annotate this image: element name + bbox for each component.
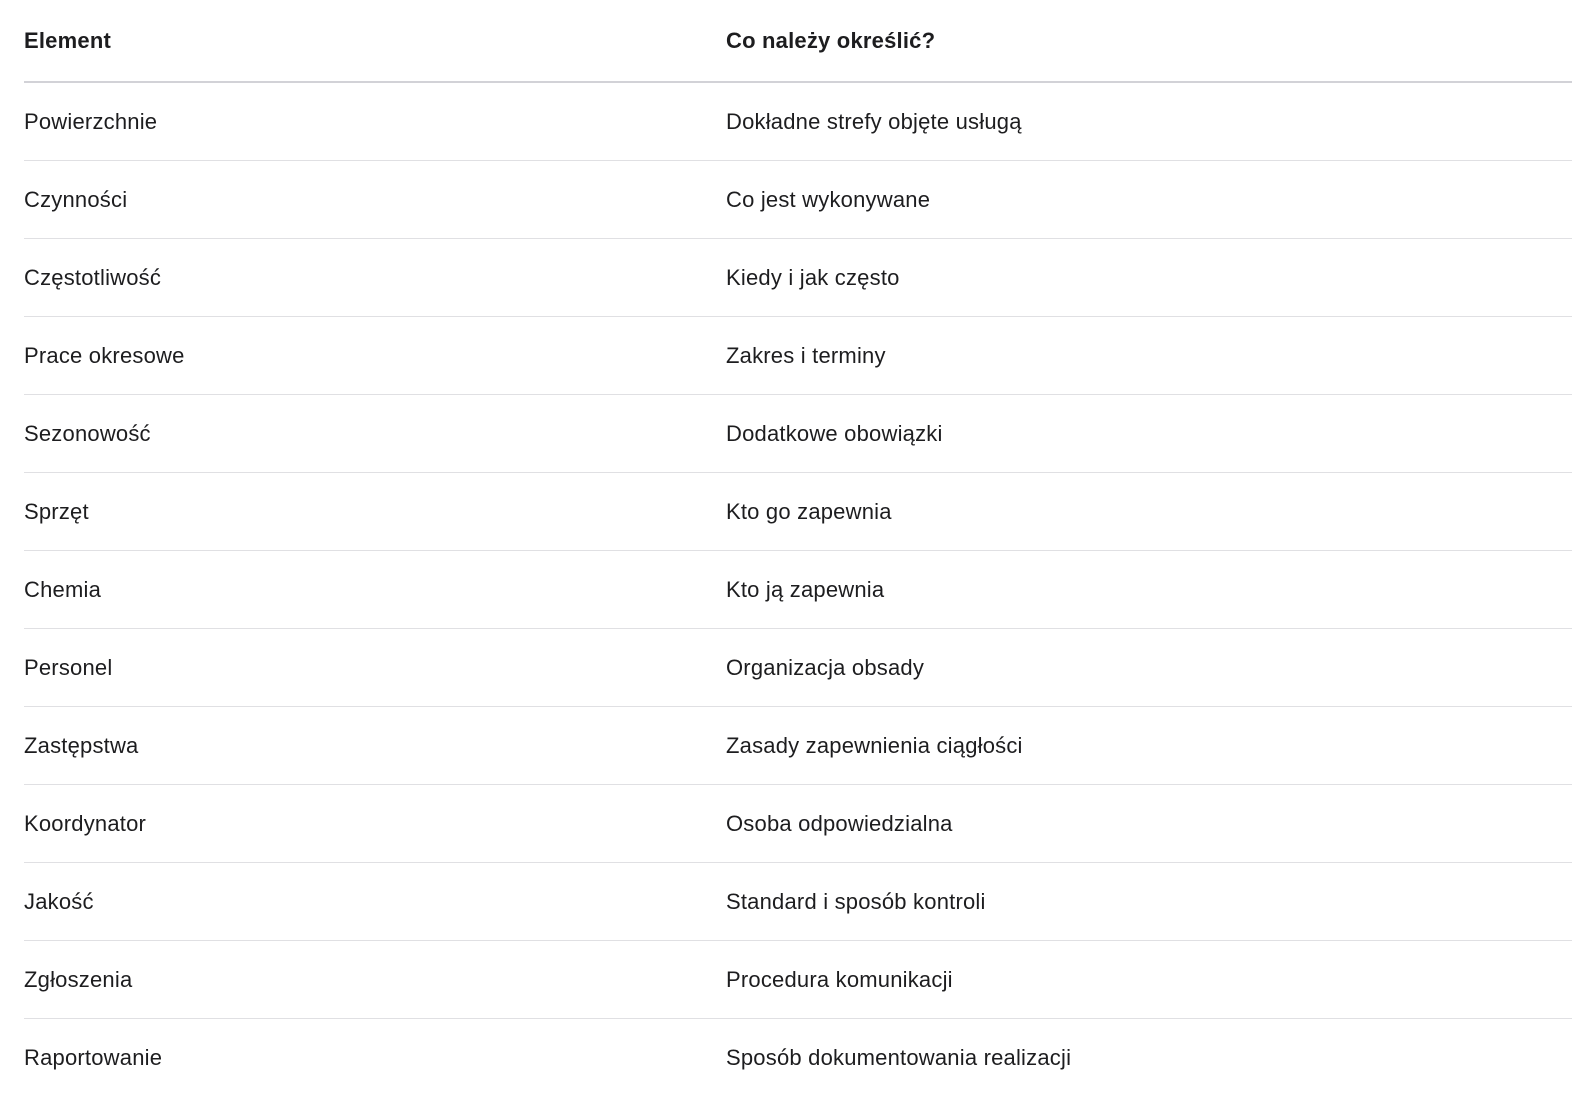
description-cell: Sposób dokumentowania realizacji — [726, 1044, 1072, 1070]
element-cell: Częstotliwość — [24, 239, 726, 317]
table-header — [24, 0, 1572, 82]
description-cell: Standard i sposób kontroli — [726, 863, 1572, 941]
element-cell: Raportowanie — [24, 1044, 163, 1070]
requirements-table-container — [24, 0, 1572, 1096]
description-cell: Zakres i terminy — [726, 317, 1572, 395]
table-row — [24, 395, 1572, 473]
description-cell: Dodatkowe obowiązki — [726, 395, 1572, 473]
element-cell: Koordynator — [24, 785, 726, 863]
element-cell: Jakość — [24, 863, 726, 941]
element-cell: Sprzęt — [24, 473, 726, 551]
element-cell: Chemia — [24, 551, 726, 629]
element-cell: Prace okresowe — [24, 317, 726, 395]
description-cell: Zasady zapewnienia ciągłości — [726, 707, 1572, 785]
header-row — [24, 0, 1572, 82]
element-cell: Sezonowość — [24, 395, 726, 473]
table-row — [24, 82, 1572, 161]
requirements-table — [24, 0, 1572, 1096]
table-row — [24, 863, 1572, 941]
element-cell: Personel — [24, 629, 726, 707]
table-row — [24, 629, 1572, 707]
element-cell: Zastępstwa — [24, 707, 726, 785]
description-cell: Kto go zapewnia — [726, 473, 1572, 551]
description-cell: Kiedy i jak często — [726, 239, 1572, 317]
table-row — [24, 785, 1572, 863]
description-cell: Kto ją zapewnia — [726, 551, 1572, 629]
table-row — [24, 161, 1572, 239]
element-cell: Zgłoszenia — [24, 941, 726, 1019]
column-header-element: Element — [24, 0, 726, 82]
table-body — [24, 82, 1572, 1096]
table-row — [24, 707, 1572, 785]
table-row — [24, 941, 1572, 1019]
table-row — [24, 551, 1572, 629]
table-row — [24, 1019, 1572, 1097]
table-row — [24, 473, 1572, 551]
description-cell: Co jest wykonywane — [726, 161, 1572, 239]
column-header-what-to-specify: Co należy określić? — [726, 0, 1572, 82]
description-cell: Procedura komunikacji — [726, 941, 1572, 1019]
table-row — [24, 317, 1572, 395]
table-row — [24, 239, 1572, 317]
element-cell: Czynności — [24, 161, 726, 239]
description-cell: Organizacja obsady — [726, 629, 1572, 707]
description-cell: Dokładne strefy objęte usługą — [726, 82, 1572, 161]
description-cell: Osoba odpowiedzialna — [726, 785, 1572, 863]
element-cell: Powierzchnie — [24, 82, 726, 161]
